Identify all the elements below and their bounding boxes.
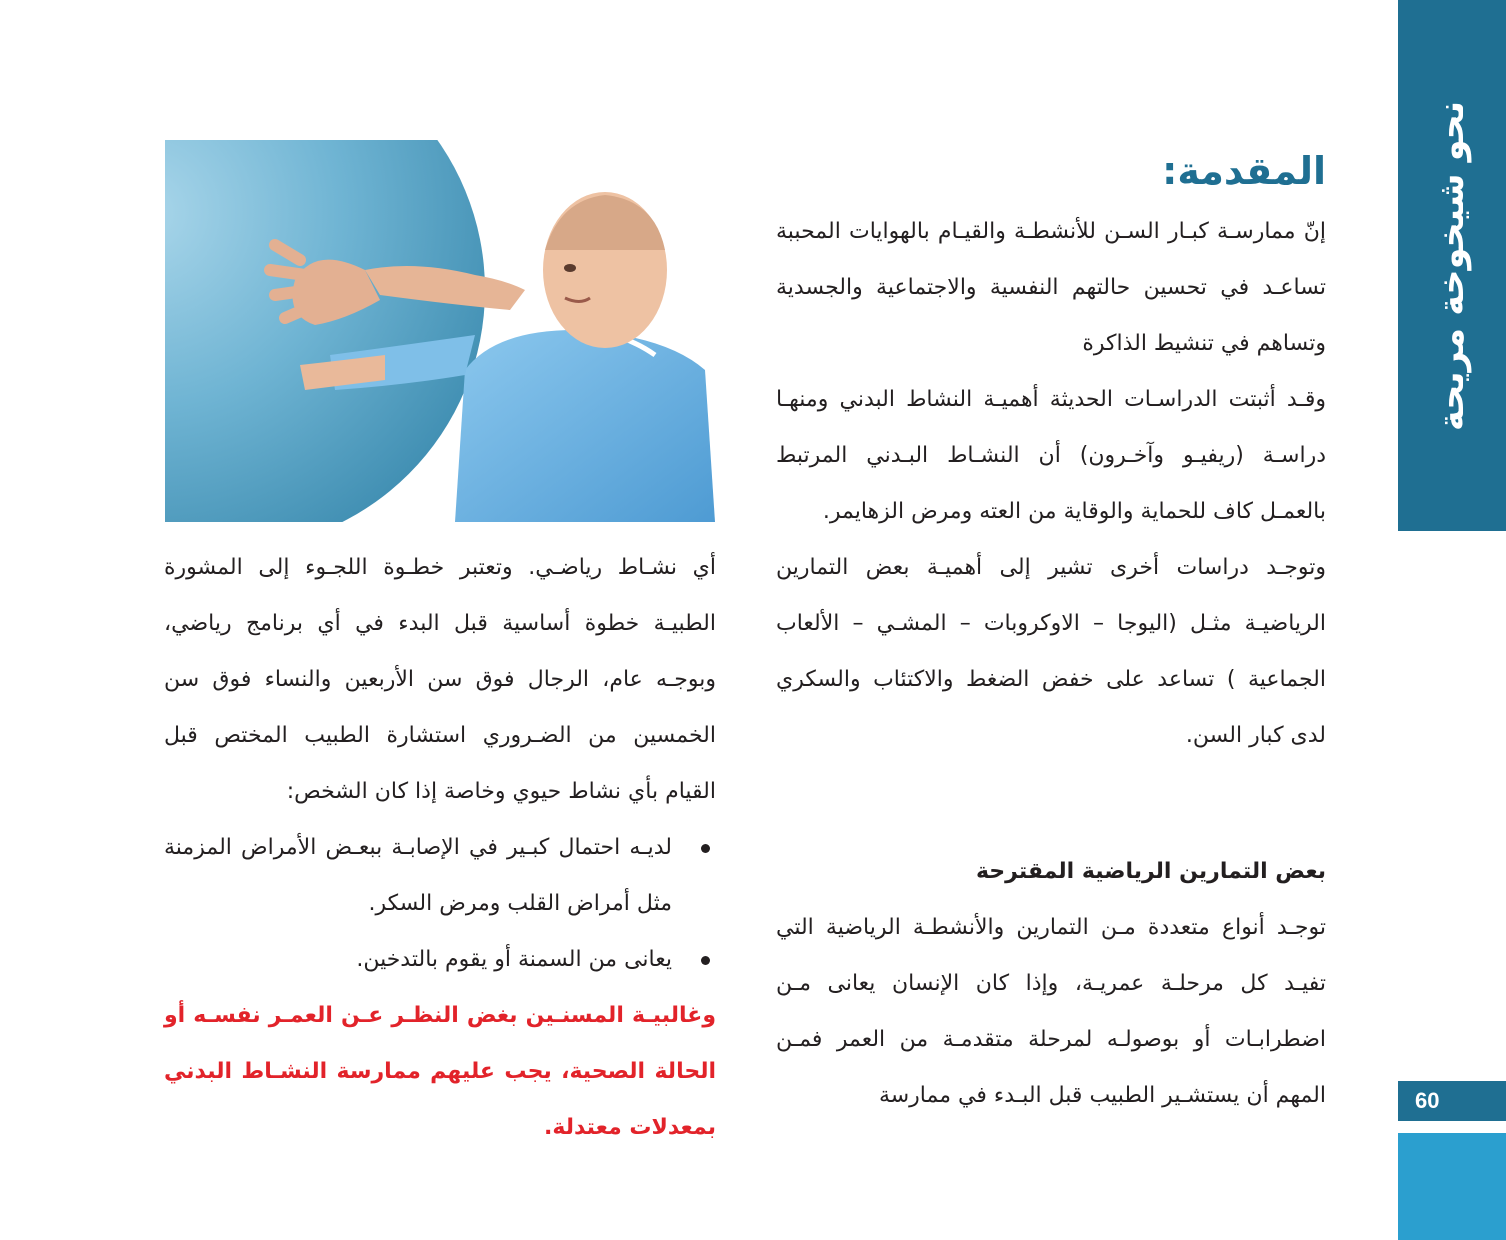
page-number: 60 <box>1398 1081 1506 1121</box>
exercises-paragraph: توجـد أنواع متعددة مـن التمارين والأنشطـة الرياضية التي تفيـد كل مرحلـة عمريـة، وإذا كان الإنسان يعانى مـن اضطرابـات أو بوصولـه لمرحلة متقدمـة من العمر فمـن المهم أن يستشـير الطبيب قبل البـدء في ممارسة <box>776 915 1326 1108</box>
intro-paragraph-3: وتوجـد دراسات أخرى تشير إلى أهميـة بعض التمارين الرياضيـة مثـل (اليوجا – الاوكروبات – المشـي – الألعاب الجماعية ) تساعد على خفض الضغط والاكتئاب والسكري لدى كبار السن. <box>776 555 1326 748</box>
exercises-subheading: بعض التمارين الرياضية المقترحة <box>975 859 1326 884</box>
risk-bullet-list <box>164 820 716 988</box>
right-column <box>776 150 1326 1124</box>
section-heading: المقدمة: <box>1162 149 1326 193</box>
intro-paragraph-1: إنّ ممارسـة كبـار السـن للأنشطـة والقيـام بالهوايات المحببة تساعـد في تحسين حالتهم النفسية والاجتماعية والجسدية وتساهم في تنشيط الذاكرة <box>776 219 1326 356</box>
sidebar-bottom-band <box>1398 1133 1506 1240</box>
shirt <box>455 330 715 522</box>
sidebar-title <box>1398 0 1506 531</box>
highlight-paragraph: وغالبيـة المسنـين بغض النظـر عـن العمـر نفسـه أو الحالة الصحية، يجب عليهم ممارسة النشـاط البدني بمعدلات معتدلة. <box>164 1003 716 1140</box>
photo-illustration <box>165 140 715 522</box>
continuation-paragraph: أي نشـاط رياضـي. وتعتبر خطـوة اللجـوء إلى المشورة الطبيـة خطوة أساسية قبل البدء في أي برنامج رياضي، وبوجـه عام، الرجال فوق سن الأربعين والنساء فوق سن الخمسين من الضـروري استشارة الطبيب المختص قبل القيام بأي نشاط حيوي وخاصة إذا كان الشخص: <box>164 555 716 804</box>
bullet-item: لديـه احتمال كبـير في الإصابـة ببعـض الأمراض المزمنة مثل أمراض القلب ومرض السكر. <box>164 820 716 932</box>
photo-senior-with-exercise-ball <box>165 140 715 522</box>
sidebar-title-text: نحو شيخوخة مريحة <box>1432 100 1473 431</box>
left-column <box>164 540 716 1156</box>
bullet-item: يعانى من السمنة أو يقوم بالتدخين. <box>164 932 716 988</box>
exercise-ball <box>165 140 485 522</box>
intro-paragraph-2: وقـد أثبتت الدراسـات الحديثة أهميـة النشاط البدني ومنهـا دراسـة (ريفيـو وآخـرون) أن النشـاط البـدني المرتبط بالعمـل كاف للحماية والوقاية من العته ومرض الزهايمر. <box>776 387 1326 524</box>
